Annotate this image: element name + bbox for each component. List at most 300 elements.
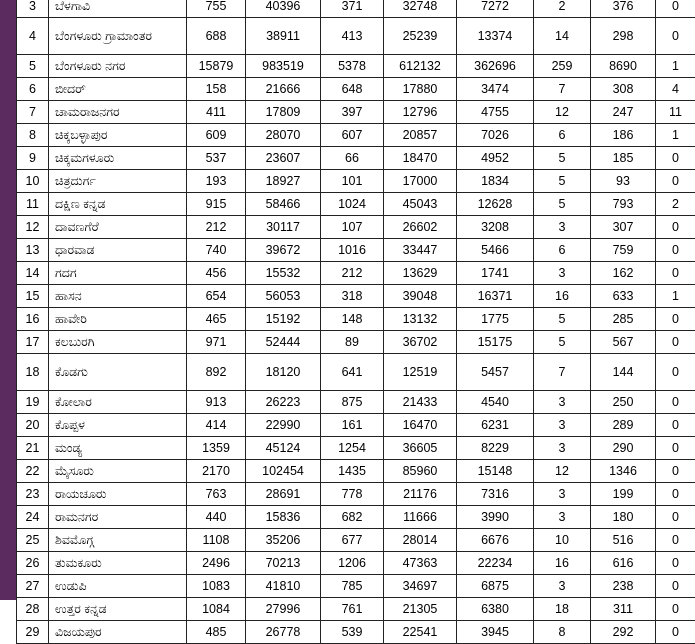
col-6-value: 5: [534, 331, 591, 354]
table-row: [17, 391, 695, 414]
col-1-value: 465: [187, 308, 246, 331]
col-6-value: 3: [534, 506, 591, 529]
col-8-value: 11: [656, 101, 695, 124]
district-name: ಹಾವೇರಿ: [49, 308, 187, 331]
col-6-value: 7: [534, 78, 591, 101]
district-name: ತುಮಕೂರು: [49, 552, 187, 575]
col-8-value: 0: [656, 598, 695, 621]
col-2-value: 41810: [246, 575, 321, 598]
col-7-value: 250: [591, 391, 656, 414]
district-name: ಧಾರವಾಡ: [49, 239, 187, 262]
table-row: [17, 216, 695, 239]
row-number: 17: [17, 331, 49, 354]
col-2-value: 30117: [246, 216, 321, 239]
col-2-value: 983519: [246, 55, 321, 78]
col-1-value: 654: [187, 285, 246, 308]
district-name: ಕೋಲಾರ: [49, 391, 187, 414]
col-5-value: 5466: [457, 239, 534, 262]
col-8-value: 0: [656, 414, 695, 437]
row-number: 15: [17, 285, 49, 308]
col-7-value: 289: [591, 414, 656, 437]
table-row: [17, 529, 695, 552]
table-row: [17, 285, 695, 308]
row-number: 18: [17, 354, 49, 391]
col-6-value: 3: [534, 391, 591, 414]
col-7-value: 180: [591, 506, 656, 529]
district-name: ಕೊಪ್ಪಳ: [49, 414, 187, 437]
col-4-value: 21433: [384, 391, 457, 414]
row-number: 3: [17, 0, 49, 18]
col-5-value: 362696: [457, 55, 534, 78]
table-row: [17, 55, 695, 78]
col-8-value: 0: [656, 529, 695, 552]
col-7-value: 93: [591, 170, 656, 193]
col-7-value: 516: [591, 529, 656, 552]
col-2-value: 56053: [246, 285, 321, 308]
col-4-value: 25239: [384, 18, 457, 55]
district-name: ಉಡುಪಿ: [49, 575, 187, 598]
col-3-value: 397: [321, 101, 384, 124]
col-6-value: 7: [534, 354, 591, 391]
col-5-value: 3990: [457, 506, 534, 529]
col-3-value: 648: [321, 78, 384, 101]
col-4-value: 85960: [384, 460, 457, 483]
col-8-value: 0: [656, 308, 695, 331]
col-3-value: 107: [321, 216, 384, 239]
col-1-value: 456: [187, 262, 246, 285]
row-number: 10: [17, 170, 49, 193]
col-8-value: 0: [656, 506, 695, 529]
col-7-value: 633: [591, 285, 656, 308]
col-5-value: 4755: [457, 101, 534, 124]
col-6-value: 3: [534, 414, 591, 437]
col-7-value: 285: [591, 308, 656, 331]
col-8-value: 2: [656, 193, 695, 216]
col-3-value: 318: [321, 285, 384, 308]
row-number: 27: [17, 575, 49, 598]
col-6-value: 3: [534, 437, 591, 460]
row-number: 14: [17, 262, 49, 285]
col-1-value: 915: [187, 193, 246, 216]
col-8-value: 0: [656, 483, 695, 506]
col-2-value: 18120: [246, 354, 321, 391]
col-7-value: 162: [591, 262, 656, 285]
row-number: 19: [17, 391, 49, 414]
col-5-value: 3474: [457, 78, 534, 101]
col-4-value: 612132: [384, 55, 457, 78]
row-number: 16: [17, 308, 49, 331]
col-7-value: 8690: [591, 55, 656, 78]
row-number: 20: [17, 414, 49, 437]
col-3-value: 1024: [321, 193, 384, 216]
table-row: [17, 460, 695, 483]
table-row: [17, 621, 695, 644]
table-row: [17, 308, 695, 331]
col-5-value: 15175: [457, 331, 534, 354]
col-3-value: 785: [321, 575, 384, 598]
col-6-value: 12: [534, 460, 591, 483]
row-number: 9: [17, 147, 49, 170]
table-row: [17, 262, 695, 285]
col-1-value: 537: [187, 147, 246, 170]
col-5-value: 6380: [457, 598, 534, 621]
col-2-value: 45124: [246, 437, 321, 460]
row-number: 13: [17, 239, 49, 262]
col-1-value: 1084: [187, 598, 246, 621]
col-2-value: 70213: [246, 552, 321, 575]
col-5-value: 1834: [457, 170, 534, 193]
col-6-value: 5: [534, 147, 591, 170]
row-number: 22: [17, 460, 49, 483]
col-8-value: 0: [656, 262, 695, 285]
row-number: 5: [17, 55, 49, 78]
col-2-value: 26778: [246, 621, 321, 644]
col-1-value: 892: [187, 354, 246, 391]
col-8-value: 1: [656, 124, 695, 147]
col-4-value: 36605: [384, 437, 457, 460]
col-4-value: 36702: [384, 331, 457, 354]
row-number: 8: [17, 124, 49, 147]
col-2-value: 52444: [246, 331, 321, 354]
row-number: 12: [17, 216, 49, 239]
col-1-value: 1108: [187, 529, 246, 552]
col-7-value: 1346: [591, 460, 656, 483]
col-6-value: 16: [534, 552, 591, 575]
col-3-value: 875: [321, 391, 384, 414]
col-8-value: 0: [656, 391, 695, 414]
col-3-value: 66: [321, 147, 384, 170]
col-8-value: 0: [656, 239, 695, 262]
table-row: [17, 101, 695, 124]
col-3-value: 682: [321, 506, 384, 529]
col-7-value: 567: [591, 331, 656, 354]
col-2-value: 26223: [246, 391, 321, 414]
district-name: ಚಾಮರಾಜನಗರ: [49, 101, 187, 124]
table-row: [17, 0, 695, 18]
col-8-value: 0: [656, 18, 695, 55]
col-5-value: 4540: [457, 391, 534, 414]
table-row: [17, 193, 695, 216]
col-3-value: 1206: [321, 552, 384, 575]
col-3-value: 148: [321, 308, 384, 331]
col-4-value: 47363: [384, 552, 457, 575]
table-row: [17, 331, 695, 354]
col-8-value: 0: [656, 170, 695, 193]
col-4-value: 34697: [384, 575, 457, 598]
col-3-value: 761: [321, 598, 384, 621]
col-2-value: 15192: [246, 308, 321, 331]
col-7-value: 308: [591, 78, 656, 101]
table-row: [17, 575, 695, 598]
col-5-value: 12628: [457, 193, 534, 216]
district-name: ಹಾಸನ: [49, 285, 187, 308]
col-3-value: 413: [321, 18, 384, 55]
col-8-value: 0: [656, 575, 695, 598]
col-5-value: 6676: [457, 529, 534, 552]
col-6-value: 12: [534, 101, 591, 124]
col-5-value: 1741: [457, 262, 534, 285]
district-name: ಶಿವಮೊಗ್ಗ: [49, 529, 187, 552]
col-4-value: 22541: [384, 621, 457, 644]
col-1-value: 158: [187, 78, 246, 101]
table-row: [17, 506, 695, 529]
col-8-value: 0: [656, 216, 695, 239]
col-2-value: 40396: [246, 0, 321, 18]
table-row: [17, 18, 695, 55]
col-2-value: 39672: [246, 239, 321, 262]
col-1-value: 740: [187, 239, 246, 262]
col-2-value: 58466: [246, 193, 321, 216]
row-number: 4: [17, 18, 49, 55]
col-4-value: 39048: [384, 285, 457, 308]
col-4-value: 11666: [384, 506, 457, 529]
col-7-value: 376: [591, 0, 656, 18]
col-1-value: 212: [187, 216, 246, 239]
col-7-value: 290: [591, 437, 656, 460]
col-3-value: 677: [321, 529, 384, 552]
col-6-value: 5: [534, 308, 591, 331]
district-name: ಬೆಂಗಳೂರು ಗ್ರಾಮಾಂತರ: [49, 18, 187, 55]
col-1-value: 440: [187, 506, 246, 529]
col-7-value: 186: [591, 124, 656, 147]
col-5-value: 16371: [457, 285, 534, 308]
col-1-value: 755: [187, 0, 246, 18]
col-6-value: 18: [534, 598, 591, 621]
district-name: ಚಿಕ್ಕಬಳ್ಳಾಪುರ: [49, 124, 187, 147]
col-6-value: 6: [534, 239, 591, 262]
row-number: 24: [17, 506, 49, 529]
table-row: [17, 598, 695, 621]
col-6-value: 3: [534, 575, 591, 598]
col-1-value: 411: [187, 101, 246, 124]
col-8-value: 1: [656, 55, 695, 78]
left-color-band: [0, 0, 16, 600]
col-8-value: 0: [656, 331, 695, 354]
district-name: ದಕ್ಷಿಣ ಕನ್ನಡ: [49, 193, 187, 216]
district-name: ರಾಮನಗರ: [49, 506, 187, 529]
district-name: ಕಲಬುರಗಿ: [49, 331, 187, 354]
col-6-value: 5: [534, 170, 591, 193]
col-6-value: 16: [534, 285, 591, 308]
row-number: 29: [17, 621, 49, 644]
col-4-value: 13132: [384, 308, 457, 331]
col-5-value: 4952: [457, 147, 534, 170]
col-7-value: 199: [591, 483, 656, 506]
col-4-value: 20857: [384, 124, 457, 147]
row-number: 6: [17, 78, 49, 101]
row-number: 23: [17, 483, 49, 506]
col-3-value: 1435: [321, 460, 384, 483]
col-1-value: 913: [187, 391, 246, 414]
col-5-value: 3208: [457, 216, 534, 239]
col-4-value: 21305: [384, 598, 457, 621]
col-3-value: 607: [321, 124, 384, 147]
col-6-value: 8: [534, 621, 591, 644]
col-1-value: 609: [187, 124, 246, 147]
col-7-value: 616: [591, 552, 656, 575]
district-table: [16, 0, 695, 644]
col-6-value: 6: [534, 124, 591, 147]
col-8-value: 0: [656, 460, 695, 483]
col-3-value: 161: [321, 414, 384, 437]
col-2-value: 22990: [246, 414, 321, 437]
col-6-value: 259: [534, 55, 591, 78]
col-7-value: 185: [591, 147, 656, 170]
col-1-value: 1359: [187, 437, 246, 460]
col-2-value: 28070: [246, 124, 321, 147]
col-5-value: 22234: [457, 552, 534, 575]
table-body: [17, 0, 695, 644]
row-number: 25: [17, 529, 49, 552]
col-2-value: 28691: [246, 483, 321, 506]
col-8-value: 0: [656, 621, 695, 644]
col-4-value: 32748: [384, 0, 457, 18]
col-4-value: 12519: [384, 354, 457, 391]
col-2-value: 15532: [246, 262, 321, 285]
col-1-value: 763: [187, 483, 246, 506]
district-table-container: [16, 0, 695, 644]
col-8-value: 0: [656, 0, 695, 18]
col-7-value: 292: [591, 621, 656, 644]
district-name: ಬೆಂಗಳೂರು ನಗರ: [49, 55, 187, 78]
table-row: [17, 414, 695, 437]
col-5-value: 13374: [457, 18, 534, 55]
col-5-value: 7316: [457, 483, 534, 506]
col-7-value: 298: [591, 18, 656, 55]
district-name: ರಾಯಚೂರು: [49, 483, 187, 506]
row-number: 26: [17, 552, 49, 575]
col-2-value: 102454: [246, 460, 321, 483]
col-7-value: 307: [591, 216, 656, 239]
col-5-value: 8229: [457, 437, 534, 460]
table-row: [17, 78, 695, 101]
row-number: 7: [17, 101, 49, 124]
col-2-value: 23607: [246, 147, 321, 170]
col-4-value: 17000: [384, 170, 457, 193]
district-name: ಗದಗ: [49, 262, 187, 285]
col-4-value: 13629: [384, 262, 457, 285]
col-1-value: 2496: [187, 552, 246, 575]
col-3-value: 1016: [321, 239, 384, 262]
col-2-value: 21666: [246, 78, 321, 101]
col-8-value: 0: [656, 354, 695, 391]
col-3-value: 371: [321, 0, 384, 18]
district-name: ಮೈಸೂರು: [49, 460, 187, 483]
col-6-value: 3: [534, 216, 591, 239]
col-2-value: 35206: [246, 529, 321, 552]
col-5-value: 6875: [457, 575, 534, 598]
col-3-value: 778: [321, 483, 384, 506]
table-row: [17, 437, 695, 460]
col-8-value: 4: [656, 78, 695, 101]
district-name: ಮಂಡ್ಯ: [49, 437, 187, 460]
table-row: [17, 354, 695, 391]
col-7-value: 311: [591, 598, 656, 621]
table-row: [17, 124, 695, 147]
col-4-value: 26602: [384, 216, 457, 239]
row-number: 11: [17, 193, 49, 216]
col-3-value: 641: [321, 354, 384, 391]
col-5-value: 1775: [457, 308, 534, 331]
col-3-value: 101: [321, 170, 384, 193]
col-1-value: 1083: [187, 575, 246, 598]
col-2-value: 15836: [246, 506, 321, 529]
table-row: [17, 483, 695, 506]
col-3-value: 212: [321, 262, 384, 285]
table-row: [17, 170, 695, 193]
district-name: ವಿಜಯಪುರ: [49, 621, 187, 644]
district-name: ಬೀದರ್: [49, 78, 187, 101]
col-5-value: 3945: [457, 621, 534, 644]
col-3-value: 539: [321, 621, 384, 644]
table-row: [17, 239, 695, 262]
col-4-value: 28014: [384, 529, 457, 552]
col-1-value: 485: [187, 621, 246, 644]
col-5-value: 15148: [457, 460, 534, 483]
col-7-value: 793: [591, 193, 656, 216]
col-2-value: 18927: [246, 170, 321, 193]
col-7-value: 238: [591, 575, 656, 598]
col-4-value: 33447: [384, 239, 457, 262]
col-2-value: 38911: [246, 18, 321, 55]
district-name: ಚಿಕ್ಕಮಗಳೂರು: [49, 147, 187, 170]
col-4-value: 45043: [384, 193, 457, 216]
district-name: ಉತ್ತರ ಕನ್ನಡ: [49, 598, 187, 621]
col-4-value: 16470: [384, 414, 457, 437]
col-8-value: 0: [656, 147, 695, 170]
col-1-value: 414: [187, 414, 246, 437]
col-1-value: 2170: [187, 460, 246, 483]
col-7-value: 144: [591, 354, 656, 391]
district-name: ಚಿತ್ರದುರ್ಗ: [49, 170, 187, 193]
col-1-value: 193: [187, 170, 246, 193]
col-6-value: 2: [534, 0, 591, 18]
table-row: [17, 147, 695, 170]
col-2-value: 27996: [246, 598, 321, 621]
col-6-value: 3: [534, 483, 591, 506]
col-3-value: 89: [321, 331, 384, 354]
col-6-value: 3: [534, 262, 591, 285]
col-8-value: 1: [656, 285, 695, 308]
col-5-value: 6231: [457, 414, 534, 437]
col-5-value: 7026: [457, 124, 534, 147]
district-name: ಕೊಡಗು: [49, 354, 187, 391]
col-7-value: 759: [591, 239, 656, 262]
col-3-value: 1254: [321, 437, 384, 460]
district-name: ಬೆಳಗಾವಿ: [49, 0, 187, 18]
col-7-value: 247: [591, 101, 656, 124]
col-8-value: 0: [656, 437, 695, 460]
col-8-value: 0: [656, 552, 695, 575]
col-1-value: 971: [187, 331, 246, 354]
col-4-value: 17880: [384, 78, 457, 101]
district-name: ದಾವಣಗೆರೆ: [49, 216, 187, 239]
col-5-value: 5457: [457, 354, 534, 391]
col-3-value: 5378: [321, 55, 384, 78]
col-4-value: 18470: [384, 147, 457, 170]
row-number: 21: [17, 437, 49, 460]
table-row: [17, 552, 695, 575]
row-number: 28: [17, 598, 49, 621]
col-6-value: 5: [534, 193, 591, 216]
col-5-value: 7272: [457, 0, 534, 18]
col-6-value: 10: [534, 529, 591, 552]
col-2-value: 17809: [246, 101, 321, 124]
col-4-value: 21176: [384, 483, 457, 506]
col-4-value: 12796: [384, 101, 457, 124]
col-6-value: 14: [534, 18, 591, 55]
col-1-value: 15879: [187, 55, 246, 78]
